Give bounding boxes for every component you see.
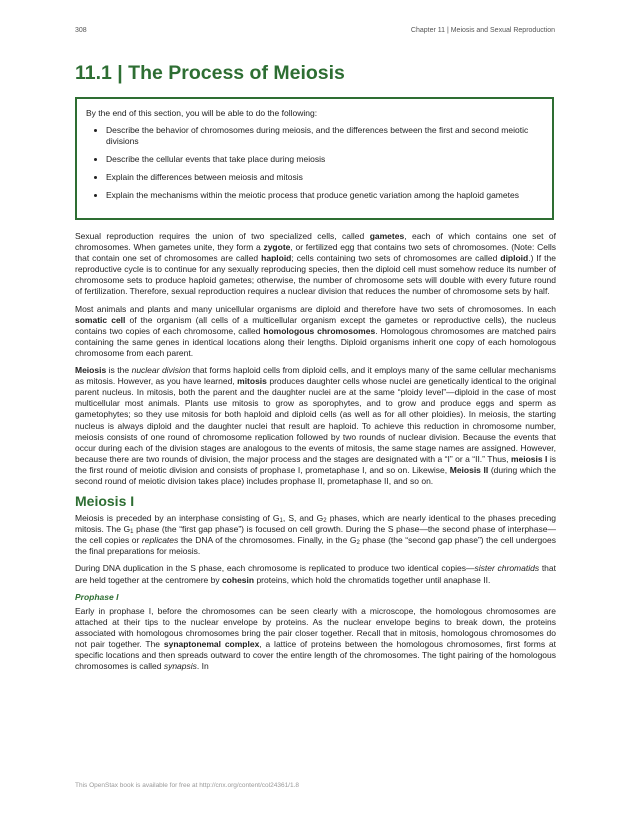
page-number: 308 — [75, 27, 87, 34]
paragraph-prophase: Early in prophase I, before the chromosomes can be seen clearly with a microscope, the homologous chromosomes are attached at their tips to the nuclear envelope by proteins. As the nuclear envelope begins to break down, the proteins associated with homologous chromosomes bring the pair closer together. Recall that in mitosis, homologous chromosomes do not pair together. The synaptonemal complex, a lattice of proteins between the homologous chromosomes, first forms at specific locations and then spreads outward to cover the entire length of the chromosomes. The tight pairing of the homologous chromosomes is called synapsis. In — [75, 605, 556, 672]
term-cohesin: cohesin — [221, 574, 255, 585]
objectives-intro: By the end of this section, you will be able to do the following: — [86, 108, 318, 118]
objective-item: • Describe the cellular events that take place during meiosis — [106, 154, 542, 165]
objective-item: • Explain the differences between meiosis and mitosis — [106, 172, 542, 183]
term-meiosis: Meiosis — [75, 365, 107, 376]
page-footer: This OpenStax book is available for free at http://cnx.org/content/col24361/1.8 — [75, 782, 300, 789]
heading-meiosis-i: Meiosis I — [75, 493, 135, 510]
running-header — [75, 27, 555, 39]
paragraph-s-phase: During DNA duplication in the S phase, each chromosome is replicated to produce two identical copies—sister chromatids that are held together at the centromere by cohesin proteins, which hold the chromatids together until anaphase II. — [75, 563, 556, 585]
paragraph-homologous: Most animals and plants and many unicellular organisms are diploid and therefore have two sets of chromosomes. In each somatic cell of the organism (all cells of a multicellular organism except the gametes or reproductive cells), the nucleus contains two copies of each chromosome, called homologous chromosomes. Homologous chromosomes are matched pairs containing the same genes in identical locations along their lengths. Diploid organisms inherit one copy of each homologous chromosome from each parent. — [75, 303, 556, 358]
objectives-list — [86, 125, 542, 201]
term-meiosis-i: meiosis I — [510, 453, 548, 464]
paragraph-sexual-reproduction: Sexual reproduction requires the union of two specialized cells, called gametes, each of which contains one set of chromosomes. When gametes unite, they form a zygote, or fertilized egg that contains two sets of chromosomes. (Note: Cells that contain one set of chromosomes are called haploid; cells containing two sets of chromosomes are called diploid.) If the reproductive cycle is to continue for any sexually reproducing species, then the diploid cell must somehow reduce its number of chromosome sets to produce haploid gametes; otherwise, the number of chromosome sets will double with every future round of fertilization. Therefore, sexual reproduction requires a nuclear division that reduces the number of chromosome sets by half. — [75, 231, 556, 297]
term-synaptonemal-complex: synaptonemal complex — [163, 638, 260, 649]
objective-item: • Explain the mechanisms within the meiotic process that produce genetic variation among the haploid gametes — [106, 190, 542, 201]
section-title: 11.1 | The Process of Meiosis — [75, 62, 345, 84]
term-somatic-cell: somatic cell — [75, 314, 126, 325]
term-diploid: diploid — [500, 253, 529, 264]
learning-objectives-box — [75, 97, 554, 220]
paragraph-interphase: Meiosis is preceded by an interphase consisting of $G_1$, S, and $G_2$ phases, which are nearly identical to the phases preceding mitosis. The $G_1$ phase (the “first gap phase”) is focused on cell growth. During the S phase—the second phase of interphase—the cell copies or replicates the DNA of the chromosomes. Finally, in the $G_2$ phase (the “second gap phase”) the cell undergoes the final preparations for meiosis. — [75, 513, 556, 557]
main-content — [75, 231, 556, 678]
objective-item: • Describe the behavior of chromosomes during meiosis, and the differences between the first and second meiotic divisions — [106, 125, 542, 147]
paragraph-meiosis: Meiosis is the nuclear division that forms haploid cells from diploid cells, and it employs many of the same cellular mechanisms as mitosis. However, as you have learned, mitosis produces daughter cells whose nuclei are genetically identical to the original parent nucleus. In mitosis, both the parent and the daughter nuclei are at the same “ploidy level”—diploid in the case of most multicellular most animals. Plants use mitosis to grow as sporophytes, and to grow and produce eggs and sperm as gametophytes; so they use mitosis for both haploid and diploid cells (as well as for all other ploidies). In meiosis, the starting nucleus is always diploid and the daughter nuclei that result are haploid. To achieve this reduction in chromosome number, meiosis consists of one round of chromosome replication followed by two rounds of nuclear division. Because the events that occur during each of the division stages are analogous to the events of mitosis, the same stage names are assigned. However, because there are two rounds of division, the major process and the stages are designated with a “I” or a “II.” Thus, meiosis I is the first round of meiotic division and consists of prophase I, prometaphase I, and so on. Likewise, Meiosis II (during which the second round of meiotic division takes place) includes prophase II, prometaphase II, and so on. — [75, 365, 557, 486]
term-haploid: haploid — [261, 253, 292, 264]
heading-prophase-i: Prophase I — [75, 591, 119, 602]
term-meiosis-ii: Meiosis II — [449, 464, 489, 475]
term-mitosis: mitosis — [237, 376, 267, 387]
term-zygote: zygote — [263, 242, 291, 253]
term-homologous-chromosomes: homologous chromosomes — [263, 325, 376, 336]
chapter-title: Chapter 11 | Meiosis and Sexual Reproduction — [410, 27, 555, 34]
term-gametes: gametes — [369, 231, 405, 241]
